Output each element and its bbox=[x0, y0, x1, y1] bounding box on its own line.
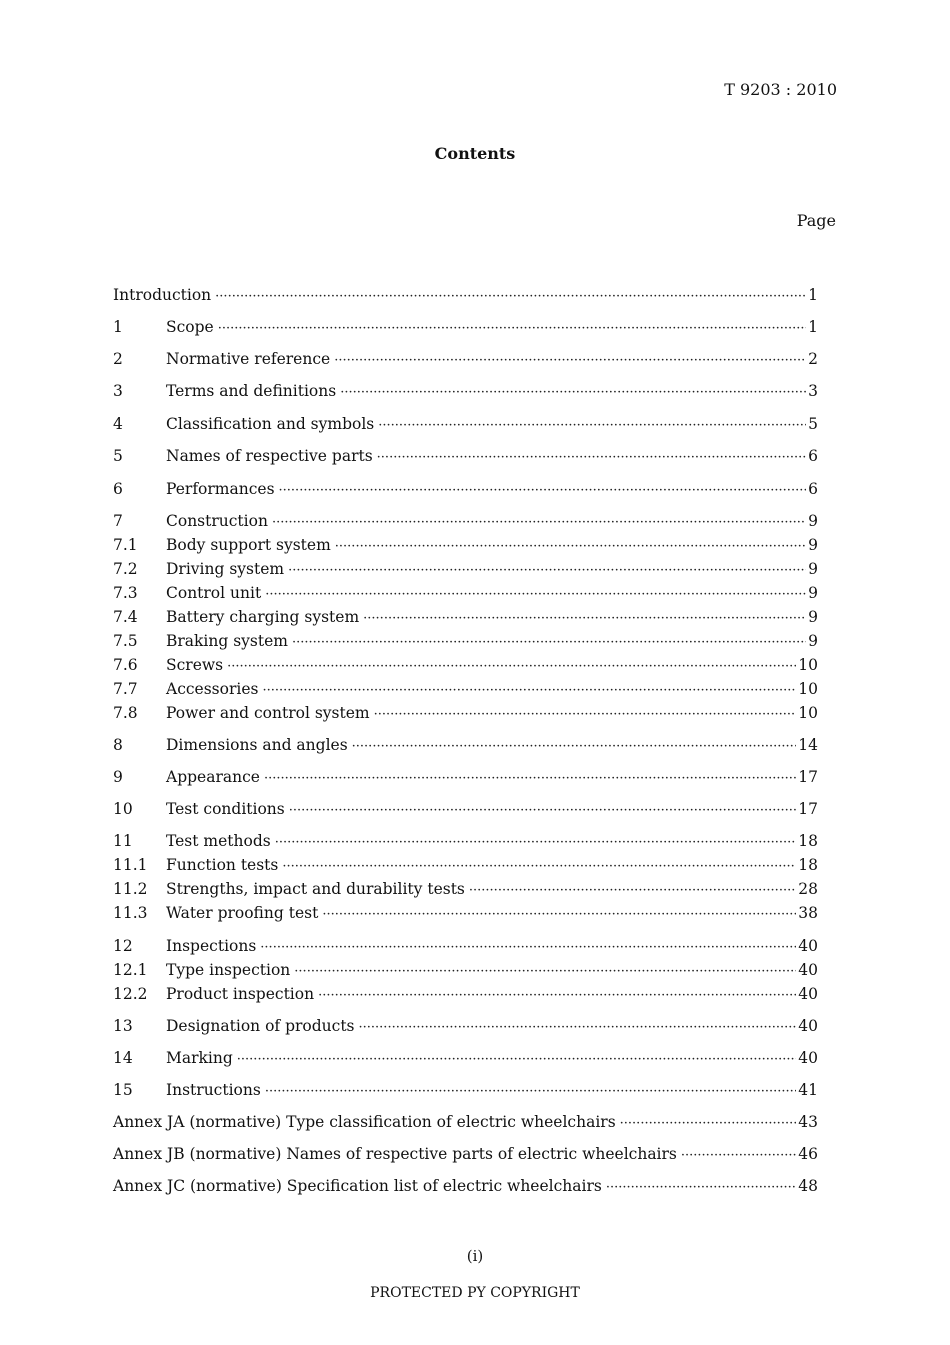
toc-entry-number: 5 bbox=[113, 447, 123, 465]
toc-entry-page: 40 bbox=[798, 1017, 818, 1035]
toc-entry-page: 40 bbox=[798, 961, 818, 979]
dot-leader bbox=[359, 1015, 797, 1039]
toc-entry-title: Water proofing test bbox=[166, 904, 319, 922]
toc-entry-title: Test conditions bbox=[166, 800, 285, 818]
toc-entry[interactable] bbox=[113, 630, 818, 652]
dot-leader bbox=[288, 558, 806, 582]
toc-entry[interactable] bbox=[113, 1015, 818, 1037]
toc-entry-title: Control unit bbox=[166, 584, 262, 602]
toc-entry[interactable] bbox=[113, 854, 818, 876]
toc-entry-number: 9 bbox=[113, 768, 123, 786]
toc-entry-title: Function tests bbox=[166, 856, 279, 874]
dot-leader bbox=[469, 878, 796, 902]
toc-entry-page: 40 bbox=[798, 1049, 818, 1067]
toc-entry-title: Power and control system bbox=[166, 704, 370, 722]
toc-entry-title: Appearance bbox=[166, 768, 260, 786]
dot-leader bbox=[292, 630, 806, 654]
toc-entry[interactable] bbox=[113, 983, 818, 1005]
toc-entry-title: Battery charging system bbox=[166, 608, 360, 626]
dot-leader bbox=[215, 284, 806, 308]
toc-entry-page: 41 bbox=[798, 1081, 818, 1099]
toc-entry-page: 18 bbox=[798, 856, 818, 874]
toc-entry-number: 7.2 bbox=[113, 560, 138, 578]
page-title: Contents bbox=[434, 144, 516, 163]
toc-entry-title: Instructions bbox=[166, 1081, 261, 1099]
toc-entry[interactable] bbox=[113, 902, 818, 924]
toc-entry-number: 11.2 bbox=[113, 880, 148, 898]
dot-leader bbox=[218, 316, 806, 340]
toc-entry-title: Terms and definitions bbox=[166, 382, 337, 400]
toc-entry[interactable] bbox=[113, 284, 818, 306]
toc-entry-title: Product inspection bbox=[166, 985, 315, 1003]
toc-entry-number: 3 bbox=[113, 382, 123, 400]
footer-page-number: (i) bbox=[466, 1247, 484, 1265]
copyright-notice: PROTECTED PY COPYRIGHT bbox=[370, 1285, 580, 1301]
toc-entry[interactable] bbox=[113, 830, 818, 852]
dot-leader bbox=[363, 606, 806, 630]
toc-entry-number: 14 bbox=[113, 1049, 133, 1067]
toc-entry-page: 40 bbox=[798, 985, 818, 1003]
toc-entry-title: Dimensions and angles bbox=[166, 736, 348, 754]
toc-entry[interactable] bbox=[113, 316, 818, 338]
toc-entry[interactable] bbox=[113, 413, 818, 435]
toc-entry-number: 6 bbox=[113, 480, 123, 498]
dot-leader bbox=[294, 959, 796, 983]
standard-number: T 9203 : 2010 bbox=[724, 80, 837, 99]
dot-leader bbox=[264, 766, 796, 790]
toc-entry-page: 9 bbox=[808, 536, 818, 554]
toc-entry-number: 7.7 bbox=[113, 680, 138, 698]
toc-entry-number: 7.5 bbox=[113, 632, 138, 650]
dot-leader bbox=[340, 380, 806, 404]
dot-leader bbox=[227, 654, 796, 678]
toc-entry[interactable] bbox=[113, 734, 818, 756]
toc-entry-page: 2 bbox=[808, 350, 818, 368]
dot-leader bbox=[289, 798, 797, 822]
toc-entry-page: 5 bbox=[808, 415, 818, 433]
toc-entry-page: 18 bbox=[798, 832, 818, 850]
toc-entry-title: Accessories bbox=[166, 680, 259, 698]
toc-entry-number: 4 bbox=[113, 415, 123, 433]
dot-leader bbox=[352, 734, 797, 758]
dot-leader bbox=[272, 510, 806, 534]
toc-entry[interactable] bbox=[113, 1047, 818, 1069]
dot-leader bbox=[378, 413, 806, 437]
toc-entry-title: Annex JC (normative) Specification list of electric wheelchairs bbox=[113, 1177, 602, 1195]
toc-entry-page: 1 bbox=[808, 286, 818, 304]
toc-entry-number: 7.1 bbox=[113, 536, 138, 554]
toc-entry[interactable] bbox=[113, 1111, 818, 1133]
toc-entry-number: 13 bbox=[113, 1017, 133, 1035]
toc-entry-page: 48 bbox=[798, 1177, 818, 1195]
toc-entry-number: 11 bbox=[113, 832, 133, 850]
toc-entry-number: 7 bbox=[113, 512, 123, 530]
toc-entry[interactable] bbox=[113, 348, 818, 370]
toc-entry[interactable] bbox=[113, 654, 818, 676]
toc-entry-title: Screws bbox=[166, 656, 224, 674]
dot-leader bbox=[265, 582, 806, 606]
dot-leader bbox=[282, 854, 796, 878]
toc-entry[interactable] bbox=[113, 678, 818, 700]
toc-entry-title: Scope bbox=[166, 318, 214, 336]
toc-entry-title: Introduction bbox=[113, 286, 212, 304]
dot-leader bbox=[260, 935, 796, 959]
toc-entry-page: 3 bbox=[808, 382, 818, 400]
toc-entry[interactable] bbox=[113, 1143, 818, 1165]
toc-entry[interactable] bbox=[113, 510, 818, 532]
toc-entry-page: 38 bbox=[798, 904, 818, 922]
dot-leader bbox=[377, 445, 806, 469]
toc-entry-page: 9 bbox=[808, 632, 818, 650]
toc-entry-page: 14 bbox=[798, 736, 818, 754]
toc-entry-title: Annex JB (normative) Names of respective parts of electric wheelchairs bbox=[113, 1145, 677, 1163]
dot-leader bbox=[322, 902, 796, 926]
toc-entry[interactable] bbox=[113, 558, 818, 580]
toc-entry-page: 6 bbox=[808, 480, 818, 498]
toc-entry-title: Performances bbox=[166, 480, 275, 498]
toc-entry-number: 11.3 bbox=[113, 904, 148, 922]
toc-entry-page: 43 bbox=[798, 1113, 818, 1131]
toc-entry-number: 1 bbox=[113, 318, 123, 336]
toc-entry-title: Normative reference bbox=[166, 350, 331, 368]
toc-entry-page: 46 bbox=[798, 1145, 818, 1163]
toc-entry-page: 1 bbox=[808, 318, 818, 336]
toc-entry-title: Annex JA (normative) Type classification of electric wheelchairs bbox=[113, 1113, 616, 1131]
toc-entry-title: Strengths, impact and durability tests bbox=[166, 880, 465, 898]
toc-entry-number: 11.1 bbox=[113, 856, 148, 874]
toc-entry-number: 7.6 bbox=[113, 656, 138, 674]
dot-leader bbox=[374, 702, 797, 726]
toc-entry-title: Inspections bbox=[166, 937, 257, 955]
toc-entry[interactable] bbox=[113, 935, 818, 957]
dot-leader bbox=[334, 348, 806, 372]
toc-entry[interactable] bbox=[113, 1079, 818, 1101]
toc-entry-number: 2 bbox=[113, 350, 123, 368]
dot-leader bbox=[279, 478, 807, 502]
toc-entry[interactable] bbox=[113, 1175, 818, 1197]
page-column-label: Page bbox=[796, 211, 836, 230]
toc-entry[interactable] bbox=[113, 582, 818, 604]
toc-entry-page: 10 bbox=[798, 704, 818, 722]
toc-entry[interactable] bbox=[113, 606, 818, 628]
toc-entry-title: Driving system bbox=[166, 560, 285, 578]
dot-leader bbox=[620, 1111, 797, 1135]
dot-leader bbox=[318, 983, 796, 1007]
toc-entry[interactable] bbox=[113, 380, 818, 402]
toc-entry-page: 17 bbox=[798, 768, 818, 786]
toc-entry-number: 12.2 bbox=[113, 985, 148, 1003]
dot-leader bbox=[275, 830, 797, 854]
toc-entry-title: Designation of products bbox=[166, 1017, 355, 1035]
toc-entry-title: Construction bbox=[166, 512, 268, 530]
toc-entry-number: 10 bbox=[113, 800, 133, 818]
toc-entry-page: 9 bbox=[808, 608, 818, 626]
toc-entry-title: Marking bbox=[166, 1049, 233, 1067]
dot-leader bbox=[606, 1175, 796, 1199]
dot-leader bbox=[237, 1047, 796, 1071]
toc-entry-title: Body support system bbox=[166, 536, 331, 554]
toc-entry-title: Classification and symbols bbox=[166, 415, 375, 433]
dot-leader bbox=[265, 1079, 796, 1103]
toc-entry-number: 7.4 bbox=[113, 608, 138, 626]
toc-entry-title: Braking system bbox=[166, 632, 288, 650]
toc-entry[interactable] bbox=[113, 798, 818, 820]
dot-leader bbox=[262, 678, 796, 702]
toc-entry[interactable] bbox=[113, 959, 818, 981]
toc-entry[interactable] bbox=[113, 878, 818, 900]
toc-entry-page: 17 bbox=[798, 800, 818, 818]
toc-entry-number: 8 bbox=[113, 736, 123, 754]
toc-entry-page: 28 bbox=[798, 880, 818, 898]
toc-entry-page: 9 bbox=[808, 560, 818, 578]
dot-leader bbox=[335, 534, 806, 558]
toc-entry-number: 7.3 bbox=[113, 584, 138, 602]
toc-entry-number: 7.8 bbox=[113, 704, 138, 722]
toc-entry-title: Test methods bbox=[166, 832, 271, 850]
toc-entry[interactable] bbox=[113, 702, 818, 724]
toc-entry[interactable] bbox=[113, 534, 818, 556]
toc-entry[interactable] bbox=[113, 766, 818, 788]
toc-entry-page: 9 bbox=[808, 512, 818, 530]
toc-entry-number: 15 bbox=[113, 1081, 133, 1099]
toc-entry-page: 10 bbox=[798, 680, 818, 698]
toc-entry-page: 9 bbox=[808, 584, 818, 602]
toc-entry-title: Type inspection bbox=[166, 961, 291, 979]
toc-entry-number: 12 bbox=[113, 937, 133, 955]
dot-leader bbox=[681, 1143, 796, 1167]
toc-entry-page: 40 bbox=[798, 937, 818, 955]
toc-entry-page: 6 bbox=[808, 447, 818, 465]
toc-entry-number: 12.1 bbox=[113, 961, 148, 979]
toc-entry[interactable] bbox=[113, 478, 818, 500]
toc-entry-title: Names of respective parts bbox=[166, 447, 373, 465]
toc-entry-page: 10 bbox=[798, 656, 818, 674]
toc-entry[interactable] bbox=[113, 445, 818, 467]
